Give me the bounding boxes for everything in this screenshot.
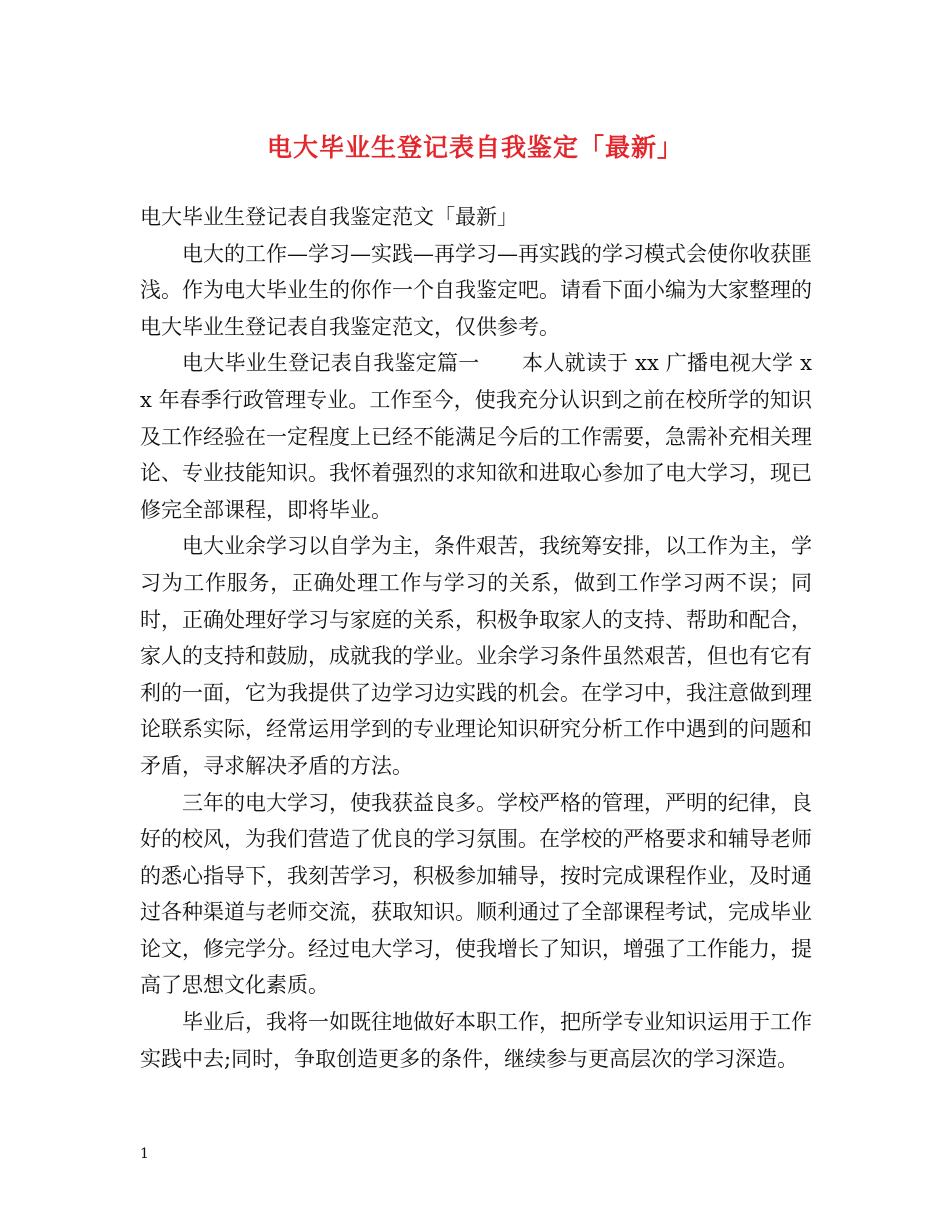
paragraph-study-method: 电大业余学习以自学为主，条件艰苦，我统筹安排，以工作为主，学习为工作服务，正确处理工作与学习的关系，做到工作学习两不误；同时，正确处理好学习与家庭的关系，积极争取家人的支持、帮助和配合，家人的支持和鼓励，成就我的学业。业余学习条件虽然艰苦，但也有它有利的一面，它为我提供了边学习边实践的机会。在学习中，我注意做到理论联系实际，经常运用学到的专业理论知识研究分析工作中遇到的问题和矛盾，寻求解决矛盾的方法。 — [140, 534, 812, 778]
document-title: 电大毕业生登记表自我鉴定「最新」 — [266, 133, 683, 162]
document-body — [140, 199, 812, 1077]
paragraph-part-one: 电大毕业生登记表自我鉴定篇一 本人就读于 xx 广播电视大学 xx 年春季行政管理专业。工作至今，使我充分认识到之前在校所学的知识及工作经验在一定程度上已经不能满足今后的工作需要，急需补充相关理论、专业技能知识。我怀着强烈的求知欲和进取心参加了电大学习，现已修完全部课程，即将毕业。 — [140, 351, 812, 522]
document-subtitle: 电大毕业生登记表自我鉴定范文「最新」 — [140, 205, 518, 229]
paragraph-intro: 电大的工作—学习—实践—再学习—再实践的学习模式会使你收获匪浅。作为电大毕业生的你作一个自我鉴定吧。请看下面小编为大家整理的电大毕业生登记表自我鉴定范文，仅供参考。 — [140, 241, 812, 339]
paragraph-gains: 三年的电大学习，使我获益良多。学校严格的管理，严明的纪律，良好的校风，为我们营造了优良的学习氛围。在学校的严格要求和辅导老师的悉心指导下，我刻苦学习，积极参加辅导，按时完成课程作业，及时通过各种渠道与老师交流，获取知识。顺利通过了全部课程考试，完成毕业论文，修完学分。经过电大学习，使我增长了知识，增强了工作能力，提高了思想文化素质。 — [140, 790, 812, 998]
paragraph-after-graduation: 毕业后，我将一如既往地做好本职工作，把所学专业知识运用于工作实践中去;同时，争取创造更多的条件，继续参与更高层次的学习深造。 — [140, 1010, 812, 1071]
page-number: 1 — [140, 1146, 149, 1162]
